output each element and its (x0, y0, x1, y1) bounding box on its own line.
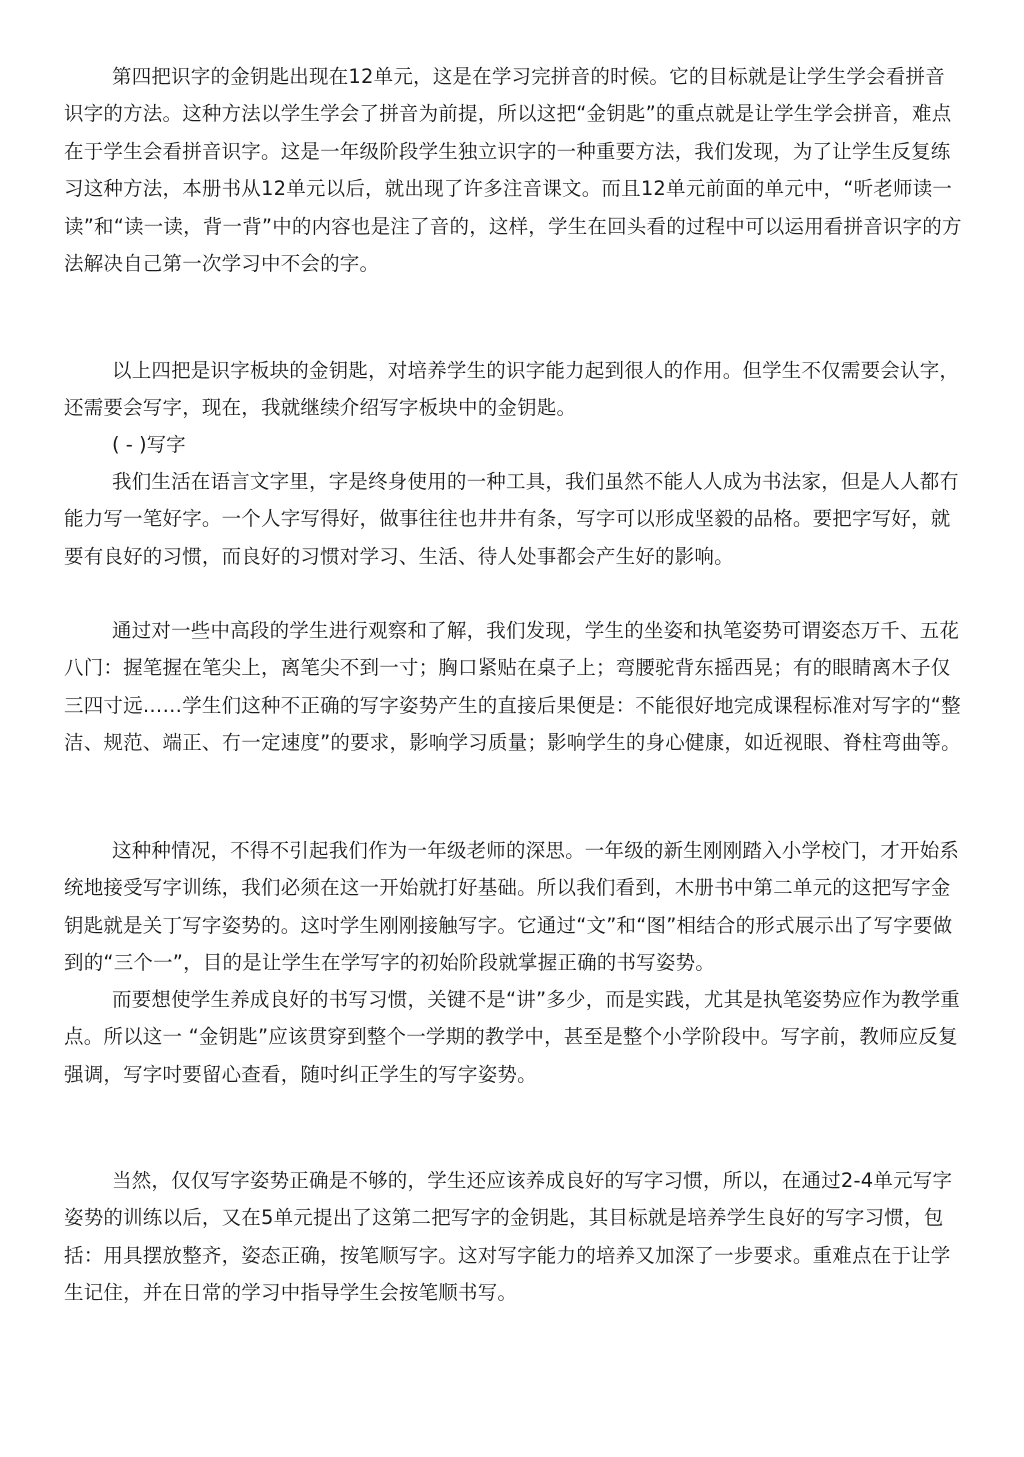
paragraph-writing-importance: 我们生活在语言文字里，字是终身使用的一种工具，我们虽然不能人人成为书法家，但是人人都冇能力写一笔好字。一个人字写得好，做事往往也井井有条，写字可以形成坚毅的品格。要把字写好，就要有良好的习惯，而良好的习惯对学习、生活、待人处事都会产生好的影响。 (64, 470, 960, 568)
paragraph-pinyin-key: 第四把识字的金钥匙出现在12单元，这是在学习完拼音的时候。它的目标就是让学生学会看拼音识字的方法。这种方法以学生学会了拼音为前提，所以这把“金钥匙”的重点就是让学生学会拼音，难点在于学生会看拼音识字。这是一年级阶段学生独立识字的一种重要方法，我们发现，为了让学生反复练习这种方法，本册书从12单元以后，就出现了许多注音课文。而且12单元前面的单元中，“听老师读一读”和“读一读，背一背”中的内容也是注了音的，这样，学生在回头看的过程中可以运用看拼音识字的方法解决自己第一次学习中不会的字。 (64, 65, 962, 276)
paragraph-first-grade-reflection: 这种种情况，不得不引起我们作为一年级老师的深思。一年级的新生刚刚踏入小学校门，才开始系统地接受写字训练，我们必须在这一开始就打好基础。所以我们看到，木册书中第二单元的这把写字金钥匙就是关丁写字姿势的。这吋学生刚刚接触写字。它通过“文”和“图”相结合的形式展示出了写字要做到的“三个一”，目的是让学生在学写字的初始阶段就掌握正确的书写姿势。 (64, 839, 960, 975)
paragraph-posture-observation: 通过对一些中高段的学生进行观察和了解，我们发现，学生的坐姿和执笔姿势可谓姿态万千、五花八门：握笔握在笔尖上，离笔尖不到一寸；胸口紧贴在桌子上；弯腰驼背东摇西晃；有的眼睛离木子仅三四寸远……学生们这种不正确的写字姿势产生的直接后果便是：不能很好地完成课程标准对写字的“整洁、规范、端正、冇一定速度”的要求，影响学习质量；影响学生的身心健康，如近视眼、脊柱弯曲等。 (64, 619, 961, 755)
paragraph-practice-emphasis: 而要想使学生养成良好的书写习惯，关键不是“讲”多少，而是实践，尤其是执笔姿势应作为教学重点。所以这一 “金钥匙”应该贯穿到整个一学期的教学中，甚至是整个小学阶段中。写字前，教师应反复强调，写字吋要留心查看，随吋纠正学生的写字姿势。 (64, 988, 961, 1086)
section-heading-writing: ( - )写字 (112, 433, 186, 456)
paragraph-writing-habits: 当然，仅仅写字姿势正确是不够的，学生还应该养成良好的写字习惯，所以，在通过2-4单元写字姿势的训练以后，又在5单元提出了这第二把写字的金钥匙，其目标就是培养学生良好的写字习惯，包括：用具摆放整齐，姿态正确，按笔顺写字。这对写字能力的培养又加深了一步要求。重难点在于让学生记住，并在日常的学习中指导学生会按笔顺书写。 (64, 1169, 953, 1305)
paragraph-literacy-summary: 以上四把是识字板块的金钥匙，对培养学生的识字能力起到很人的作用。但学生不仅需要会认字，还需要会写字，现在，我就继续介绍写字板块中的金钥匙。 (64, 359, 960, 420)
